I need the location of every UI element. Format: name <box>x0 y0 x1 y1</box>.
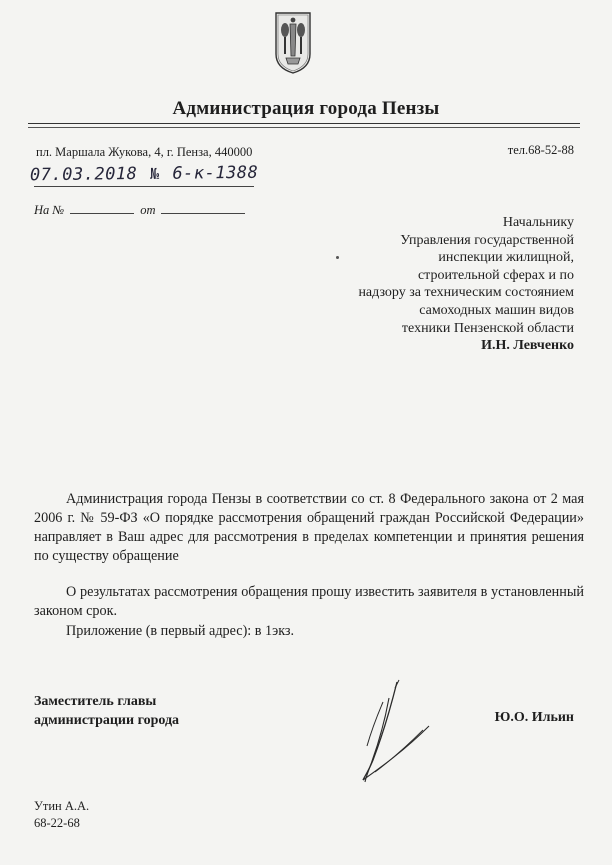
reference-date-blank <box>161 213 245 214</box>
registration-underline <box>34 186 254 187</box>
header-rule-thin <box>28 127 580 128</box>
recipient-line: строительной сферах и по <box>417 267 574 283</box>
outgoing-number: 6-к-1388 <box>172 162 259 184</box>
recipient-line: самоходных машин видов <box>419 302 574 318</box>
coat-of-arms-icon <box>266 10 320 76</box>
scan-speck <box>336 256 339 259</box>
signature-icon <box>325 676 435 788</box>
signer-title-line-1: Заместитель главы <box>34 694 157 709</box>
recipient-name: И.Н. Левченко <box>481 338 574 354</box>
recipient-line: инспекции жилищной, <box>438 250 574 266</box>
signer-title <box>34 692 179 730</box>
header-rule-thick <box>28 123 580 124</box>
signer-title-line-2: администрации города <box>34 713 180 728</box>
reference-ot-label: от <box>140 203 156 217</box>
body-paragraph-2: О результатах рассмотрения обращения прошу известить заявителя в установленный законом срок. <box>34 584 584 619</box>
recipient-block <box>358 214 574 355</box>
org-phone: тел.68-52-88 <box>507 143 574 157</box>
reference-line <box>34 203 245 218</box>
signer-name: Ю.О. Ильин <box>494 710 574 725</box>
recipient-line: Управления государственной <box>400 232 574 248</box>
executor-name: Утин А.А. <box>34 799 90 813</box>
outgoing-registration <box>30 163 258 185</box>
recipient-line: Начальнику <box>502 215 574 230</box>
org-title: Администрация города Пензы <box>172 98 440 119</box>
org-address: пл. Маршала Жукова, 4, г. Пенза, 440000 <box>36 145 253 159</box>
executor-phone: 68-22-68 <box>34 816 80 830</box>
body-paragraph-1: Администрация города Пензы в соответствии со ст. 8 Федерального закона от 2 мая 2006 г. № 59-ФЗ «О порядке рассмотрения обращений граждан Российской Федерации» направляет в Ваш адрес для рассмотрения в пределах компетенции и принятия решения по существу обращение <box>34 491 584 564</box>
executor-block <box>34 798 89 832</box>
reference-number-blank <box>70 213 134 214</box>
reference-na-label: На № <box>34 203 65 217</box>
outgoing-date: 07.03.2018 <box>29 164 138 186</box>
recipient-line: техники Пензенской области <box>401 320 574 336</box>
recipient-line: надзору за техническим состоянием <box>358 285 574 301</box>
body-paragraph-3: Приложение (в первый адрес): в 1экз. <box>66 623 295 639</box>
outgoing-number-sign: № <box>150 164 160 183</box>
